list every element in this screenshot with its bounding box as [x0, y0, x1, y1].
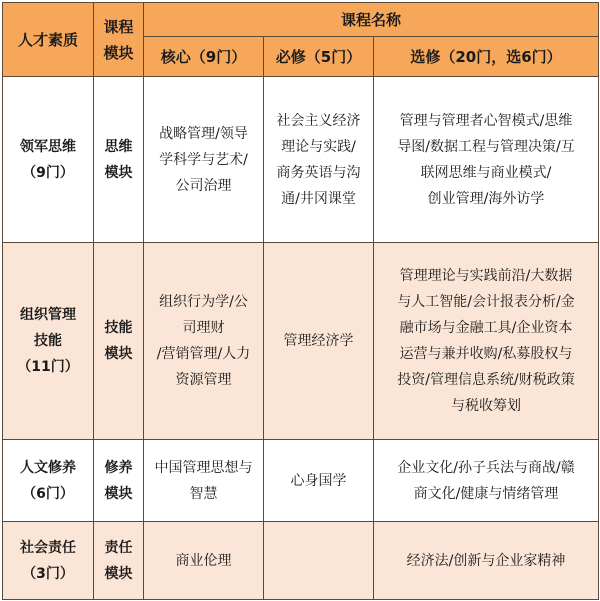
- elective-cell: 管理理论与实践前沿/大数据 与人工智能/会计报表分析/金 融市场与金融工具/企业资本 运营与兼并收购/私募股权与 投资/管理信息系统/财税政策 与税收筹划: [374, 243, 599, 440]
- table-row: [3, 243, 599, 440]
- header-core: 核心（9门）: [144, 37, 264, 77]
- talent-cell: 领军思维 （9门）: [3, 77, 94, 243]
- core-cell: 组织行为学/公 司理财 /营销管理/人力 资源管理: [144, 243, 264, 440]
- core-cell: 商业伦理: [144, 522, 264, 600]
- core-cell: 战略管理/领导 学科学与艺术/ 公司治理: [144, 77, 264, 243]
- module-cell: 修养 模块: [94, 440, 144, 522]
- talent-cell: 组织管理 技能 （11门）: [3, 243, 94, 440]
- curriculum-table: [2, 2, 599, 600]
- elective-cell: 经济法/创新与企业家精神: [374, 522, 599, 600]
- elective-cell: 管理与管理者心智模式/思维 导图/数据工程与管理决策/互 联网思维与商业模式/ 创业管理/海外访学: [374, 77, 599, 243]
- talent-cell: 人文修养 （6门）: [3, 440, 94, 522]
- table-row: [3, 522, 599, 600]
- talent-cell: 社会责任 （3门）: [3, 522, 94, 600]
- module-cell: 思维 模块: [94, 77, 144, 243]
- elective-cell: 企业文化/孙子兵法与商战/赣 商文化/健康与情绪管理: [374, 440, 599, 522]
- required-cell: [264, 522, 374, 600]
- header-course-names: 课程名称: [144, 3, 599, 37]
- header-required: 必修（5门）: [264, 37, 374, 77]
- table-row: [3, 77, 599, 243]
- table-row: [3, 440, 599, 522]
- core-cell: 中国管理思想与 智慧: [144, 440, 264, 522]
- header-module: 课程 模块: [94, 3, 144, 77]
- header-elective: 选修（20门，选6门）: [374, 37, 599, 77]
- header-talent: 人才素质: [3, 3, 94, 77]
- module-cell: 技能 模块: [94, 243, 144, 440]
- required-cell: 管理经济学: [264, 243, 374, 440]
- required-cell: 社会主义经济 理论与实践/ 商务英语与沟 通/井冈课堂: [264, 77, 374, 243]
- module-cell: 责任 模块: [94, 522, 144, 600]
- required-cell: 心身国学: [264, 440, 374, 522]
